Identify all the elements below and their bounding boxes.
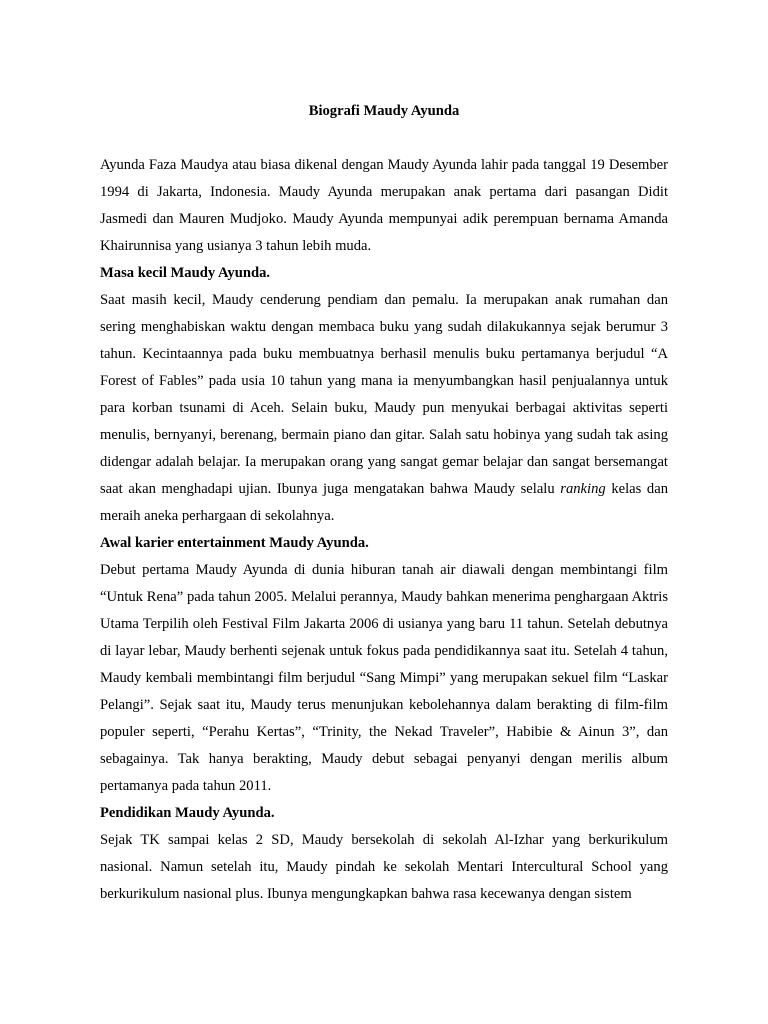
section-body-childhood	[100, 287, 668, 530]
childhood-text-part1: Saat masih kecil, Maudy cenderung pendiam dan pemalu. Ia merupakan anak rumahan dan sering menghabiskan waktu dengan membaca buku yang sudah dilakukannya sejak berumur 3 tahun. Kecintaannya pada buku membuatnya berhasil menulis buku pertamanya berjudul “A Forest of Fables” pada usia 10 tahun yang mana ia menyumbangkan hasil penjualannya untuk para korban tsunami di Aceh. Selain buku, Maudy pun menyukai berbagai aktivitas seperti menulis, bernyanyi, berenang, bermain piano dan gitar. Salah satu hobinya yang sudah tak asing didengar adalah belajar. Ia merupakan orang yang sangat gemar belajar dan sangat bersemangat saat akan menghadapi ujian. Ibunya juga mengatakan bahwa Maudy selalu	[100, 292, 668, 497]
document-title: Biografi Maudy Ayunda	[308, 103, 460, 119]
title-spacer	[100, 125, 668, 152]
section-heading-childhood: Masa kecil Maudy Ayunda.	[100, 265, 271, 281]
section-heading-career: Awal karier entertainment Maudy Ayunda.	[100, 535, 369, 551]
document-page	[100, 98, 668, 908]
childhood-text-part2: kelas dan meraih aneka perhargaan di sekolahnya.	[100, 481, 668, 524]
section-body-career: Debut pertama Maudy Ayunda di dunia hiburan tanah air diawali dengan membintangi film “Untuk Rena” pada tahun 2005. Melalui perannya, Maudy bahkan menerima penghargaan Aktris Utama Terpilih oleh Festival Film Jakarta 2006 di usianya yang baru 11 tahun. Setelah debutnya di layar lebar, Maudy berhenti sejenak untuk fokus pada pendidikannya saat itu. Setelah 4 tahun, Maudy kembali membintangi film berjudul “Sang Mimpi” yang merupakan sekuel film “Laskar Pelangi”. Sejak saat itu, Maudy terus menunjukan kebolehannya dalam berakting di film-film populer seperti, “Perahu Kertas”, “Trinity, the Nekad Traveler”, Habibie & Ainun 3”, dan sebagainya. Tak hanya berakting, Maudy debut sebagai penyanyi dengan merilis album pertamanya pada tahun 2011.	[100, 562, 668, 794]
section-heading-education: Pendidikan Maudy Ayunda.	[100, 805, 275, 821]
childhood-text-italic: ranking	[560, 481, 606, 497]
intro-paragraph: Ayunda Faza Maudya atau biasa dikenal dengan Maudy Ayunda lahir pada tanggal 19 Desember 1994 di Jakarta, Indonesia. Maudy Ayunda merupakan anak pertama dari pasangan Didit Jasmedi dan Mauren Mudjoko. Maudy Ayunda mempunyai adik perempuan bernama Amanda Khairunnisa yang usianya 3 tahun lebih muda.	[100, 157, 668, 254]
section-body-education: Sejak TK sampai kelas 2 SD, Maudy bersekolah di sekolah Al-Izhar yang berkurikulum nasional. Namun setelah itu, Maudy pindah ke sekolah Mentari Intercultural School yang berkurikulum nasional plus. Ibunya mengungkapkan bahwa rasa kecewanya dengan sistem	[100, 832, 668, 902]
